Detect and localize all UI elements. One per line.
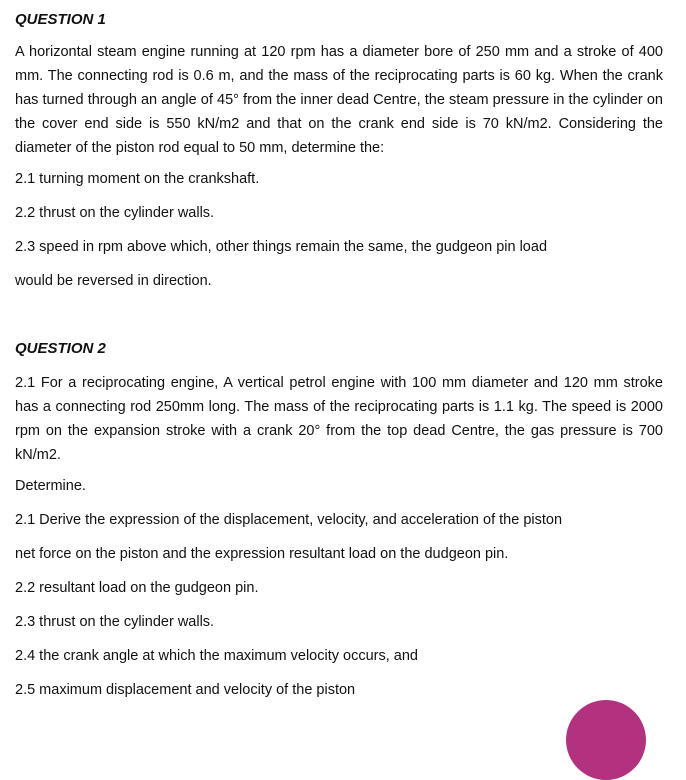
corner-badge-icon[interactable] xyxy=(566,700,646,780)
question-2-body: 2.1 For a reciprocating engine, A vertical petrol engine with 100 mm diameter and 120 mm stroke has a connecting rod 250mm long. The mass of the reciprocating parts is 1.1 kg. The speed is 2000 rpm on the expansion stroke with a crank 20° from the top dead Centre, the gas pressure is 700 kN/m2. xyxy=(15,375,663,463)
question-2-heading: QUESTION 2 xyxy=(15,340,106,357)
document xyxy=(15,0,663,700)
question-2-item: 2.4 the crank angle at which the maximum velocity occurs, and xyxy=(15,648,418,664)
question-2-item: 2.5 maximum displacement and velocity of the piston xyxy=(15,682,356,698)
question-2-item: 2.3 thrust on the cylinder walls. xyxy=(15,614,215,630)
question-1-item: 2.2 thrust on the cylinder walls. xyxy=(15,205,215,221)
question-2-item: 2.1 Derive the expression of the displacement, velocity, and acceleration of the piston xyxy=(15,512,563,528)
question-2-item: 2.2 resultant load on the gudgeon pin. xyxy=(15,580,259,596)
determine-label: Determine. xyxy=(15,478,86,494)
question-1-item-continuation: would be reversed in direction. xyxy=(15,273,212,289)
question-1-heading: QUESTION 1 xyxy=(15,11,106,28)
question-1-body: A horizontal steam engine running at 120 rpm has a diameter bore of 250 mm and a stroke of 400 mm. The connecting rod is 0.6 m, and the mass of the reciprocating parts is 60 kg. When the crank has turned through an angle of 45° from the inner dead Centre, the steam pressure in the cylinder on the cover end side is 550 kN/m2 and that on the crank end side is 70 kN/m2. Considering the diameter of the piston rod equal to 50 mm, determine the: xyxy=(15,44,663,156)
question-2-item-continuation: net force on the piston and the expression resultant load on the dudgeon pin. xyxy=(15,546,509,562)
question-1-item: 2.1 turning moment on the crankshaft. xyxy=(15,171,260,187)
question-1-item: 2.3 speed in rpm above which, other things remain the same, the gudgeon pin load xyxy=(15,239,548,255)
